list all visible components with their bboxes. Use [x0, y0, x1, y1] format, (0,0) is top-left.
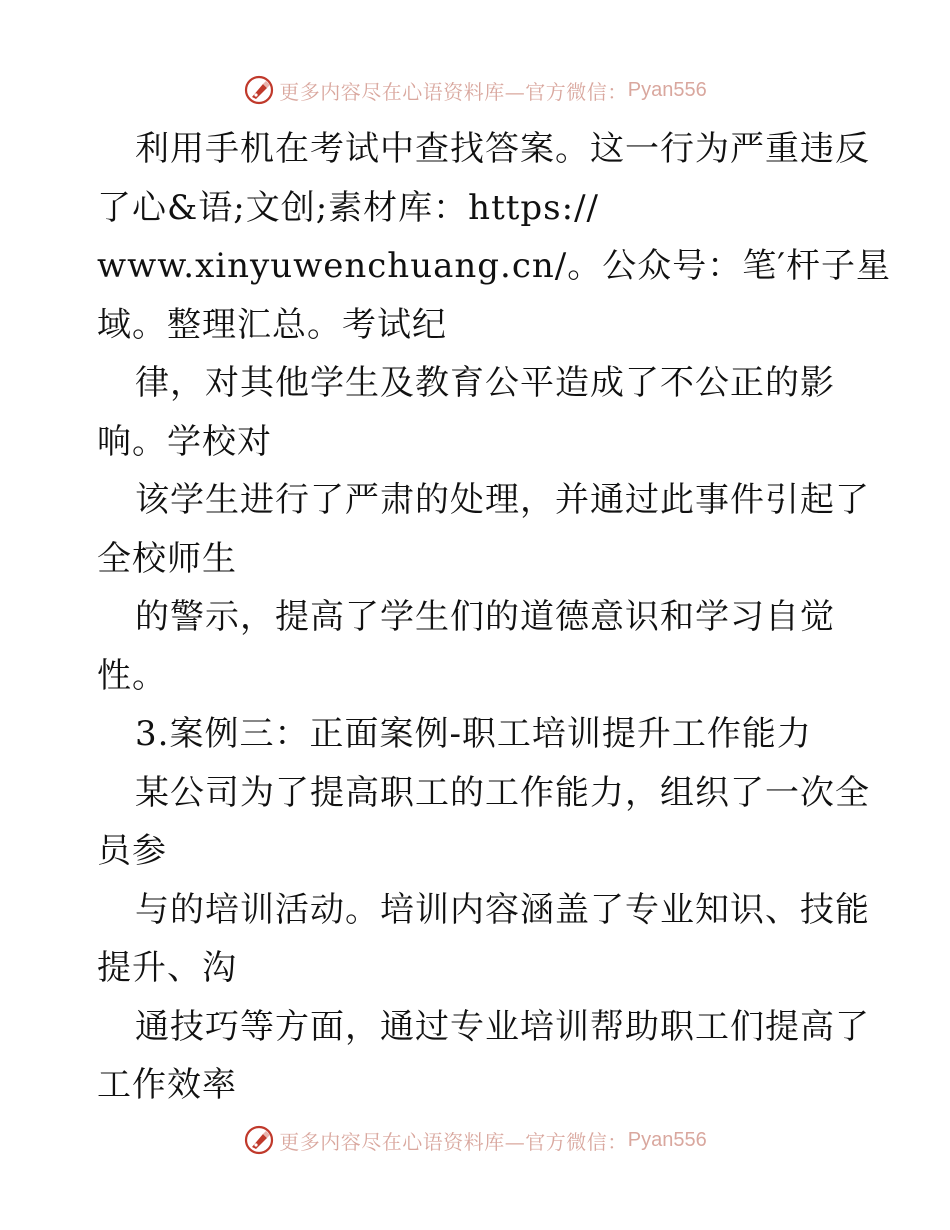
- section-heading: 3.案例三：正面案例-职工培训提升工作能力: [135, 714, 812, 754]
- text-line: 性。: [97, 655, 167, 696]
- text-line: 了心&语;文创;素材库：https://: [97, 187, 599, 228]
- header-banner: [0, 70, 950, 110]
- banner-text: 更多内容尽在心语资料库—官方微信：: [279, 1129, 628, 1154]
- document-body: [97, 120, 891, 1115]
- text-line: 工作效率: [97, 1065, 237, 1105]
- text-line: 该学生进行了严肃的处理，并通过此事件引起了: [135, 480, 870, 520]
- text-line: 某公司为了提高职工的工作能力，组织了一次全: [135, 772, 870, 813]
- text-line: 通技巧等方面，通过专业培训帮助职工们提高了: [135, 1006, 870, 1047]
- text-line: 的警示，提高了学生们的道德意识和学习自觉: [135, 597, 835, 637]
- text-line: 域。整理汇总。考试纪: [97, 304, 447, 345]
- pen-nib-logo-icon: [243, 74, 275, 106]
- text-line: 全校师生: [97, 538, 237, 579]
- text-line: 提升、沟: [97, 948, 237, 988]
- banner-wechat-id: Pyan556: [627, 78, 707, 101]
- text-line: 响。学校对: [97, 421, 272, 462]
- banner-wechat-id: Pyan556: [627, 1128, 707, 1151]
- text-line: 律，对其他学生及教育公平造成了不公正的影: [135, 363, 835, 403]
- banner-text: 更多内容尽在心语资料库—官方微信：: [279, 79, 628, 104]
- text-line: 与的培训活动。培训内容涵盖了专业知识、技能: [135, 889, 870, 930]
- text-line: www.xinyuwenchuang.cn/。公众号：笔′杆子星: [97, 246, 891, 286]
- pen-nib-logo-icon: [243, 1124, 275, 1156]
- text-line: 利用手机在考试中查找答案。这一行为严重违反: [135, 129, 870, 169]
- text-line: 员参: [97, 831, 167, 871]
- footer-banner: [0, 1120, 950, 1160]
